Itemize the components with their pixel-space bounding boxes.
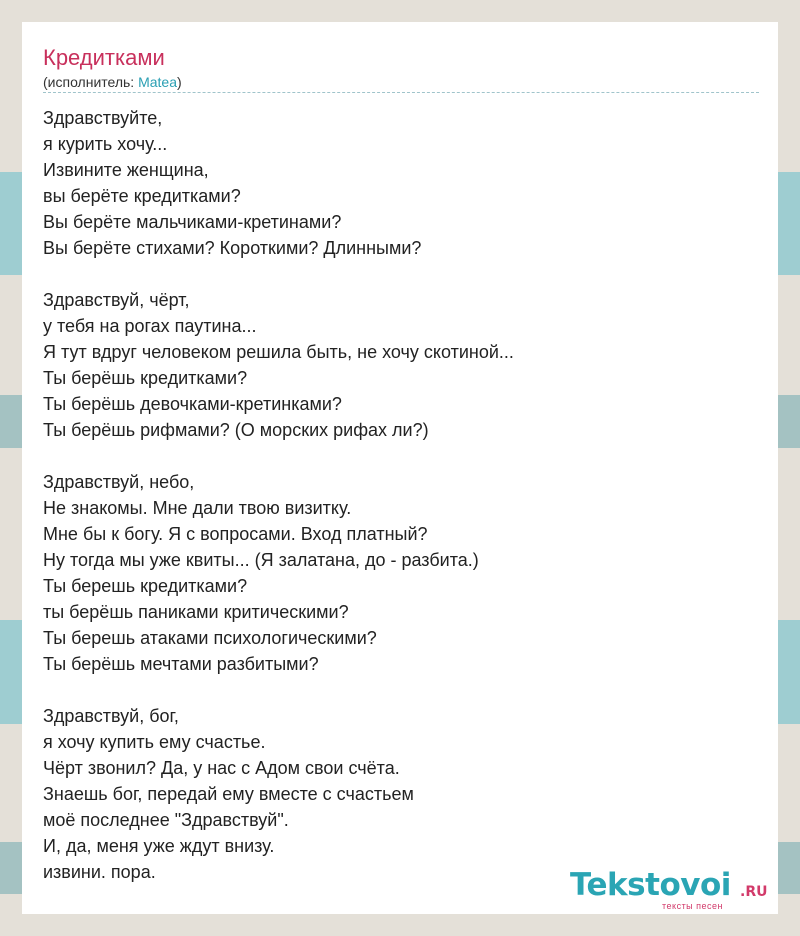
artist-line bbox=[43, 74, 182, 90]
logo-domain: .RU bbox=[740, 884, 768, 900]
lyric-line: вы берёте кредитками? bbox=[43, 186, 241, 206]
stanza bbox=[43, 703, 514, 885]
song-title: Кредитками bbox=[43, 45, 165, 70]
lyric-line: Здравствуйте, bbox=[43, 108, 163, 128]
site-logo[interactable] bbox=[570, 867, 780, 913]
lyric-line: Извините женщина, bbox=[43, 160, 209, 180]
stanza bbox=[43, 105, 514, 261]
artist-link[interactable]: Matea bbox=[138, 74, 178, 90]
lyric-line: я хочу купить ему счастье. bbox=[43, 732, 266, 752]
lyric-line: Ты берёшь рифмами? (О морских рифах ли?) bbox=[43, 420, 429, 440]
lyric-line: Здравствуй, чёрт, bbox=[43, 290, 190, 310]
lyric-line: Не знакомы. Мне дали твою визитку. bbox=[43, 498, 352, 518]
lyric-line: я курить хочу... bbox=[43, 134, 168, 154]
lyric-line: Ну тогда мы уже квиты... (Я залатана, до - разбита.) bbox=[43, 550, 479, 570]
lyrics-text bbox=[43, 105, 514, 911]
lyric-line: Мне бы к богу. Я с вопросами. Вход платный? bbox=[43, 524, 428, 544]
lyric-line: Чёрт звонил? Да, у нас с Адом свои счёта. bbox=[43, 758, 400, 778]
lyric-line: И, да, меня уже ждут внизу. bbox=[43, 836, 275, 856]
lyric-line: Здравствуй, небо, bbox=[43, 472, 195, 492]
lyric-line: Вы берёте мальчиками-кретинами? bbox=[43, 212, 342, 232]
artist-prefix: (исполнитель: bbox=[43, 74, 139, 90]
divider bbox=[43, 92, 759, 93]
lyric-line: Я тут вдруг человеком решила быть, не хочу скотиной... bbox=[43, 342, 514, 362]
logo-tagline: тексты песен bbox=[662, 901, 724, 911]
logo-wordmark: Tekstovoi bbox=[570, 867, 731, 903]
lyric-line: Ты берёшь мечтами разбитыми? bbox=[43, 654, 319, 674]
lyric-line: Знаешь бог, передай ему вместе с счастьем bbox=[43, 784, 414, 804]
lyric-line: Ты берешь кредитками? bbox=[43, 576, 248, 596]
lyric-line: Вы берёте стихами? Короткими? Длинными? bbox=[43, 238, 422, 258]
artist-suffix: ) bbox=[177, 74, 182, 90]
lyric-line: Здравствуй, бог, bbox=[43, 706, 179, 726]
lyric-line: моё последнее "Здравствуй". bbox=[43, 810, 289, 830]
lyric-line: ты берёшь паниками критическими? bbox=[43, 602, 349, 622]
lyric-line: извини. пора. bbox=[43, 862, 156, 882]
lyric-line: Ты берешь атаками психологическими? bbox=[43, 628, 377, 648]
lyric-line: Ты берёшь кредитками? bbox=[43, 368, 248, 388]
lyric-line: Ты берёшь девочками-кретинками? bbox=[43, 394, 342, 414]
lyric-line: у тебя на рогах паутина... bbox=[43, 316, 257, 336]
lyrics-card bbox=[22, 22, 778, 914]
stanza bbox=[43, 287, 514, 443]
stanza bbox=[43, 469, 514, 677]
